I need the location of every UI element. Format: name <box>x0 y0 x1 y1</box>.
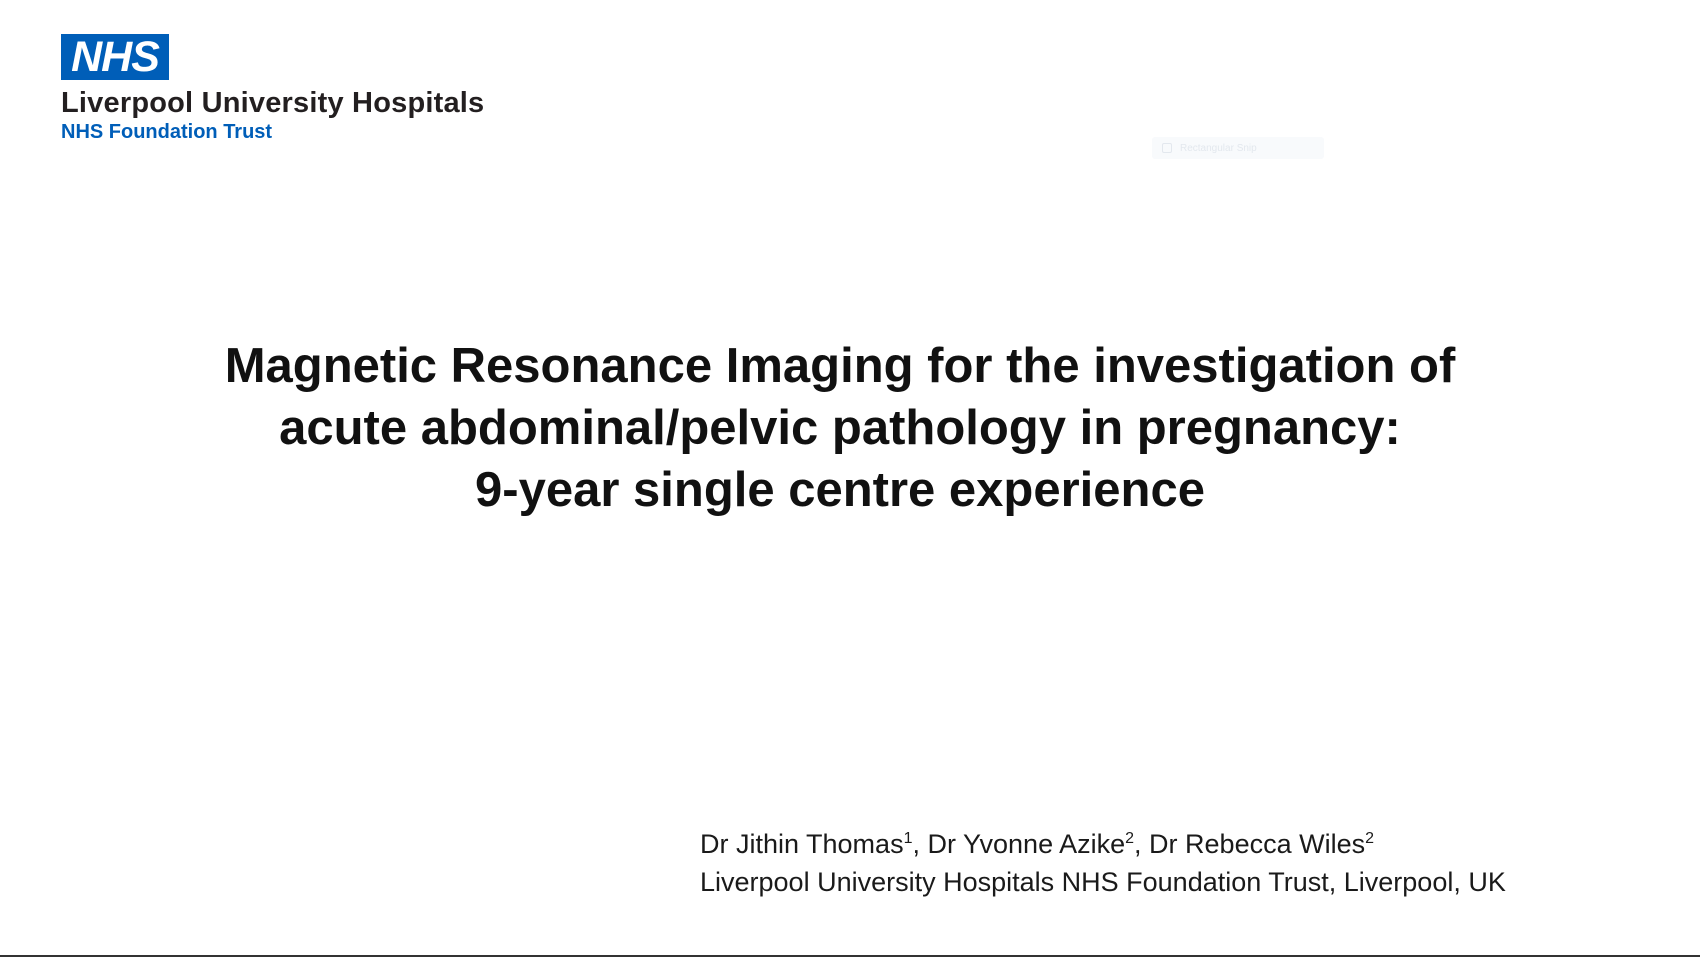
affiliation-mark: 2 <box>1125 830 1135 847</box>
author-name: Dr Jithin Thomas <box>700 829 904 859</box>
title-line: acute abdominal/pelvic pathology in pregnancy: <box>279 401 1401 455</box>
author-name: Dr Rebecca Wiles <box>1149 829 1366 859</box>
affiliation-mark: 1 <box>903 830 913 847</box>
nhs-badge: NHS <box>61 34 169 80</box>
title-line: Magnetic Resonance Imaging for the investigation of <box>224 339 1456 393</box>
institution-line: Liverpool University Hospitals NHS Foundation Trust, Liverpool, UK <box>700 867 1506 897</box>
author-separator: , <box>912 829 928 859</box>
snip-label-text: Rectangular Snip <box>1180 142 1257 154</box>
bottom-divider <box>0 955 1700 957</box>
author-name: Dr Yvonne Azike <box>927 829 1126 859</box>
author-list <box>700 825 1506 863</box>
author-separator: , <box>1134 829 1150 859</box>
author-block <box>700 825 1506 901</box>
title-line: 9-year single centre experience <box>475 463 1205 517</box>
affiliation-mark: 2 <box>1365 830 1375 847</box>
slide-title <box>100 335 1580 521</box>
snip-icon <box>1162 143 1172 153</box>
snip-tool-label <box>1152 137 1324 159</box>
organisation-name: Liverpool University Hospitals <box>61 87 485 119</box>
trust-name: NHS Foundation Trust <box>61 121 273 143</box>
nhs-logo <box>61 34 484 144</box>
